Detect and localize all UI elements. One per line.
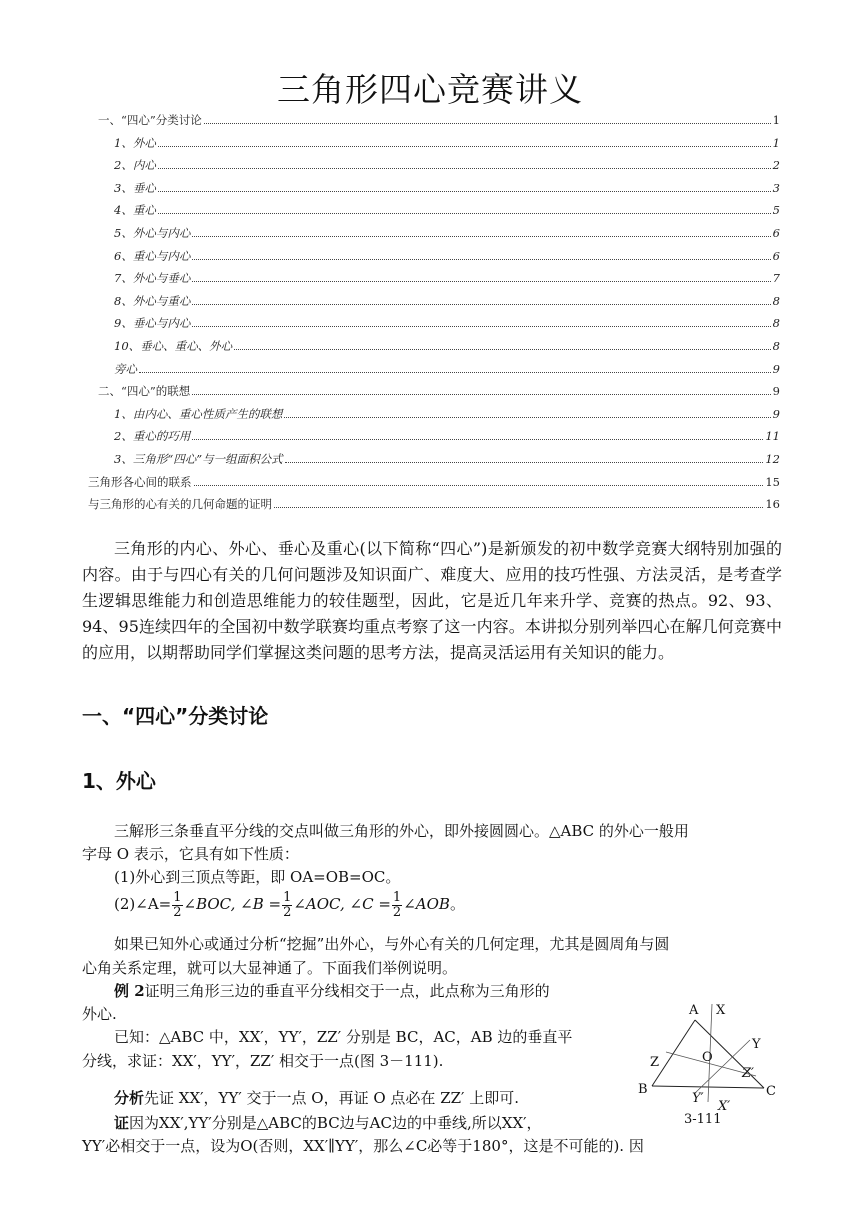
toc-entry-page: 16 [765,497,780,512]
label-z: Z [650,1055,660,1070]
fraction-half: $\frac{1}{2}$ [392,889,402,920]
toc-entry-label: 10、垂心、重心、外心 [114,338,233,353]
known-line-1: 已知：△ABC 中，XX′，YY′，ZZ′ 分别是 BC，AC，AB 边的垂直平 [114,1028,573,1046]
label-y: Y [752,1037,761,1052]
toc-entry-page: 11 [765,429,780,444]
toc-entry-label: 一、“四心”分类讨论 [98,113,202,127]
toc-entry-label: 4、重心 [114,203,156,218]
toc-entry-label: 1、由内心、重心性质产生的联想 [114,406,283,421]
toc-entry[interactable] [88,135,780,158]
toc-leader-dots [204,122,771,124]
analysis-label: 分析 [114,1089,145,1107]
property-2-term-2: ∠AOC, ∠C = [293,895,391,913]
definition-line-2: 字母 O 表示，它具有如下性质： [82,845,299,863]
toc-leader-dots [158,167,771,169]
toc-entry-label: 3、三角形“四心”与一组面积公式 [114,451,283,466]
toc-entry-page: 8 [772,293,780,308]
toc-leader-dots [284,416,770,418]
example-label: 例 2 [114,982,145,1000]
property-2-term-1: ∠BOC, ∠B = [183,895,282,913]
paragraph-2-line-2: 心角关系定理，就可以大显神通了。下面我们举例说明。 [82,959,458,977]
toc-entry-page: 6 [772,225,780,240]
toc-leader-dots [192,235,770,237]
toc-leader-dots [192,258,770,260]
toc-entry-page: 9 [772,406,780,421]
label-y-prime: Y′ [692,1091,704,1106]
toc-entry[interactable] [88,361,780,384]
toc-entry-label: 与三角形的心有关的几何命题的证明 [88,497,272,512]
toc-leader-dots [192,325,770,327]
toc-entry[interactable] [88,180,780,203]
property-2-end: 。 [449,895,465,913]
toc-entry-label: 9、垂心与内心 [114,316,191,331]
toc-entry-label: 2、重心的巧用 [114,429,191,444]
property-1: (1)外心到三顶点等距，即 OA=OB=OC。 [114,868,401,886]
section-heading-1-1: 1、外心 [82,769,156,793]
side-bc [652,1086,764,1088]
toc-entry[interactable] [88,157,780,180]
toc-leader-dots [192,438,763,440]
toc-entry-label: 旁心 [114,361,137,376]
toc-entry-label: 二、“四心”的联想 [98,384,191,399]
label-c: C [766,1084,776,1099]
proof-label: 证 [114,1114,130,1132]
toc-entry-page: 3 [772,180,780,195]
toc-entry-page: 12 [765,451,780,466]
figure-3-111 [632,998,792,1128]
label-a: A [689,1003,699,1018]
toc-leader-dots [285,461,764,463]
label-x: X [716,1003,726,1018]
toc-entry-page: 1 [772,135,780,150]
toc-entry-label: 1、外心 [114,135,156,150]
paragraph-2-line-1: 如果已知外心或通过分析“挖掘”出外心，与外心有关的几何定理，尤其是圆周角与圆 [114,935,670,953]
page-title: 三角形四心竞赛讲义 [277,70,583,109]
toc-leader-dots [234,348,771,350]
fraction-half: $\frac{1}{2}$ [173,889,182,920]
known-line-2: 分线，求证：XX′，YY′，ZZ′ 相交于一点(图 3－111). [82,1052,444,1070]
analysis-line [114,1085,519,1111]
section-heading-1: 一、“四心”分类讨论 [82,704,269,728]
example-2-line-2: 外心. [82,1005,117,1023]
toc-entry-label: 8、外心与重心 [114,293,191,308]
toc-entry-page: 8 [772,338,780,353]
toc-entry-page: 5 [772,203,780,218]
toc-entry-label: 7、外心与垂心 [114,271,191,286]
toc-entry-page: 6 [772,248,780,263]
example-2-line-1 [114,978,550,1004]
toc-leader-dots [192,303,770,305]
definition-line-1: 三解形三条垂直平分线的交点叫做三角形的外心，即外接圆圆心。△ABC 的外心一般用 [114,822,689,840]
toc-leader-dots [274,506,763,508]
fraction-half: $\frac{1}{2}$ [283,889,292,920]
toc-entry-page: 8 [772,316,780,331]
toc-entry-label: 6、重心与内心 [114,248,191,263]
toc-leader-dots [139,371,771,373]
toc-entry[interactable] [88,293,780,316]
property-2-term-3: ∠AOB [403,895,450,913]
toc-entry[interactable] [88,383,780,406]
toc-entry-label: 2、内心 [114,158,156,173]
example-2-text: 证明三角形三边的垂直平分线相交于一点，此点称为三角形的 [144,982,550,1000]
toc-entry[interactable] [88,225,780,248]
toc-entry-page: 1 [772,113,780,127]
toc-entry[interactable] [88,428,780,451]
toc-entry[interactable] [88,270,780,293]
property-2 [114,886,465,922]
toc-entry-page: 9 [772,361,780,376]
toc-leader-dots [194,484,764,486]
label-b: B [638,1082,648,1097]
toc-leader-dots [158,190,771,192]
toc-entry-label: 三角形各心间的联系 [88,474,192,489]
side-ab [652,1020,695,1086]
intro-paragraph: 三角形的内心、外心、垂心及重心(以下简称“四心”)是新颁发的初中数学竞赛大纲特别加强的内容。由于与四心有关的几何问题涉及知识面广、难度大、应用的技巧性强、方法灵活，是考查学生逻辑思维能力和创造思维能力的较佳题型，因此，它是近几年来升学、竞赛的热点。92、93、94、95连续四年的全国初中数学联赛均重点考察了这一内容。本讲拟分别列举四心在解几何竞赛中的应用，以期帮助同学们掌握这类问题的思考方法，提高灵活运用有关知识的能力。 [82,539,782,662]
toc-leader-dots [158,212,771,214]
toc-entry[interactable] [88,202,780,225]
toc-entry-label: 5、外心与内心 [114,225,191,240]
toc-leader-dots [192,393,770,395]
toc-entry[interactable] [88,451,780,474]
toc-entry-page: 7 [772,271,780,286]
label-z-prime: Z′ [742,1066,754,1081]
toc-entry-page: 15 [765,474,780,489]
toc-entry[interactable] [88,496,780,519]
toc-entry-label: 3、垂心 [114,180,156,195]
toc-entry[interactable] [88,406,780,429]
toc-entry[interactable] [88,112,780,135]
toc-leader-dots [158,145,771,147]
toc-entry[interactable] [88,315,780,338]
toc-leader-dots [192,280,770,282]
figure-caption: 3-111 [684,1112,722,1127]
toc-entry-page: 9 [772,384,780,399]
toc-entry-page: 2 [772,158,780,173]
toc-entry[interactable] [88,248,780,271]
property-2-prefix: (2)∠A= [114,895,172,913]
toc-entry[interactable] [88,474,780,497]
proof-text: 因为XX′,YY′分别是△ABC的BC边与AC边的中垂线,所以XX′， [129,1114,542,1132]
table-of-contents [88,112,780,519]
proof-line-2: YY′必相交于一点，设为O(否则，XX′∥YY′，那么∠C必等于180°，这是不可能的). 因 [82,1137,644,1155]
label-o: O [702,1050,713,1065]
toc-entry[interactable] [88,338,780,361]
analysis-text: 先证 XX′，YY′ 交于一点 O，再证 O 点必在 ZZ′ 上即可. [144,1089,519,1107]
label-x-prime: X′ [718,1099,731,1114]
